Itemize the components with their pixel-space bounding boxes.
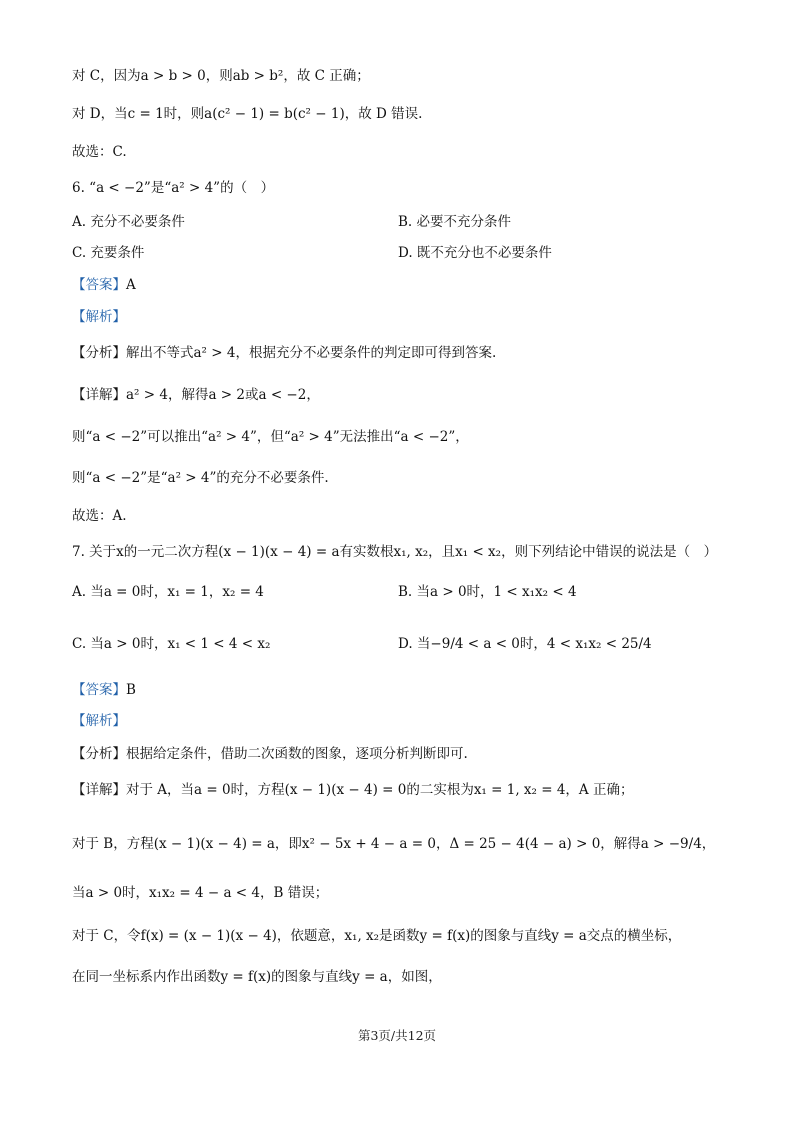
q7-answer bbox=[72, 680, 734, 700]
answer-tag: 【答案】 bbox=[72, 277, 126, 293]
q6-answer bbox=[72, 275, 734, 295]
fenxi-tag: 【分析】 bbox=[72, 746, 126, 762]
question-7-stem: 7. 关于x的一元二次方程(x − 1)(x − 4) = a有实数根x₁, x₂，且x₁ < x₂，则下列结论中错误的说法是（ ） bbox=[72, 544, 718, 560]
q6-option-c: C. 充要条件 bbox=[72, 245, 145, 261]
text-line: 对于 B，方程(x − 1)(x − 4) = a，即x² − 5x + 4 − a = 0，Δ = 25 − 4(4 − a) > 0，解得a > −9/4， bbox=[72, 836, 716, 852]
xiangjie-tag: 【详解】 bbox=[72, 782, 126, 798]
question-6-stem: 6. “a < −2”是“a² > 4”的（ ） bbox=[72, 180, 275, 196]
answer-value: B bbox=[126, 682, 136, 698]
q7-option-c: C. 当a > 0时，x₁ < 1 < 4 < x₂ bbox=[72, 636, 271, 652]
q6-xiangjie bbox=[72, 385, 734, 405]
fenxi-tag: 【分析】 bbox=[72, 345, 126, 361]
page-footer: 第3页/共12页 bbox=[357, 1028, 437, 1043]
text-line: 则“a < −2”是“a² > 4”的充分不必要条件. bbox=[72, 470, 329, 486]
analysis-tag: 【解析】 bbox=[72, 713, 126, 729]
text-line: 对于 C，令f(x) = (x − 1)(x − 4)，依题意，x₁, x₂是函数y = f(x)的图象与直线y = a交点的横坐标， bbox=[72, 928, 682, 944]
q7-xiangjie bbox=[72, 780, 734, 800]
q6-option-d: D. 既不充分也不必要条件 bbox=[398, 245, 552, 261]
q7-analysis bbox=[72, 711, 734, 731]
text-line: 当a > 0时，x₁x₂ = 4 − a < 4，B 错误； bbox=[72, 885, 329, 901]
answer-tag: 【答案】 bbox=[72, 682, 126, 698]
analysis-tag: 【解析】 bbox=[72, 309, 126, 325]
q7-option-d: D. 当−9/4 < a < 0时，4 < x₁x₂ < 25/4 bbox=[398, 636, 652, 652]
q7-fenxi bbox=[72, 744, 734, 764]
text-line: 在同一坐标系内作出函数y = f(x)的图象与直线y = a，如图， bbox=[72, 969, 442, 985]
text-line: 对 C，因为a > b > 0，则ab > b²，故 C 正确； bbox=[72, 68, 370, 84]
answer-value: A bbox=[126, 277, 136, 293]
q7-option-a: A. 当a = 0时，x₁ = 1，x₂ = 4 bbox=[72, 584, 264, 600]
q6-fenxi bbox=[72, 343, 734, 363]
q6-option-b: B. 必要不充分条件 bbox=[398, 214, 512, 230]
q6-analysis bbox=[72, 307, 734, 327]
xiangjie-tag: 【详解】 bbox=[72, 387, 126, 403]
fenxi-text: 根据给定条件，借助二次函数的图象，逐项分析判断即可. bbox=[126, 746, 468, 762]
q6-option-a: A. 充分不必要条件 bbox=[72, 214, 185, 230]
fenxi-text: 解出不等式a² > 4，根据充分不必要条件的判定即可得到答案. bbox=[126, 345, 497, 361]
q7-option-b: B. 当a > 0时，1 < x₁x₂ < 4 bbox=[398, 584, 577, 600]
xiangjie-text: 对于 A，当a = 0时，方程(x − 1)(x − 4) = 0的二实根为x₁ = 1, x₂ = 4，A 正确； bbox=[126, 782, 634, 798]
text-line: 对 D，当c = 1时，则a(c² − 1) = b(c² − 1)，故 D 错误. bbox=[72, 106, 423, 122]
text-line: 则“a < −2”可以推出“a² > 4”，但“a² > 4”无法推出“a < −2”， bbox=[72, 429, 469, 445]
text-line: 故选：A. bbox=[72, 508, 127, 524]
text-line: 故选：C. bbox=[72, 144, 127, 160]
xiangjie-text: a² > 4，解得a > 2或a < −2， bbox=[126, 387, 320, 403]
